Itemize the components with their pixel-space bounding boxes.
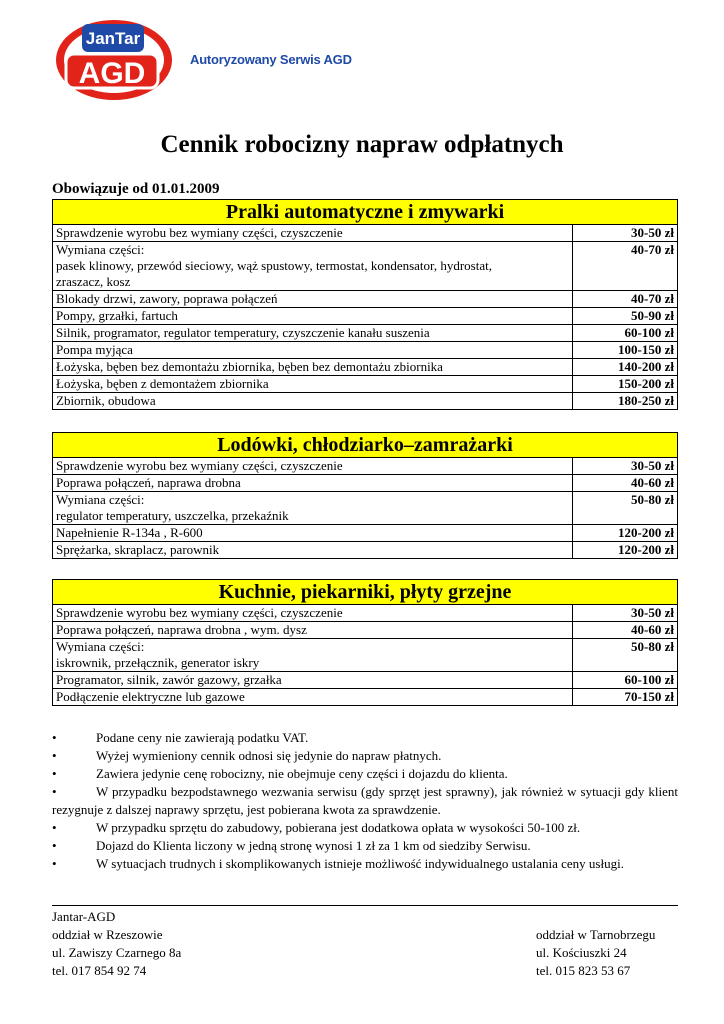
page-title: Cennik robocizny napraw odpłatnych: [160, 131, 564, 158]
table-row: [53, 291, 678, 308]
table-row: [53, 393, 678, 410]
service-desc: Sprężarka, skraplacz, parownik: [53, 542, 573, 559]
price-table-washers: [52, 199, 678, 410]
service-desc: Podłączenie elektryczne lub gazowe: [53, 689, 573, 706]
logo-top-text: JanTar: [85, 29, 141, 48]
service-price: 150-200 zł: [573, 376, 678, 393]
table-row: [53, 639, 678, 672]
service-desc: Zbiornik, obudowa: [53, 393, 573, 410]
service-desc: Poprawa połączeń, naprawa drobna: [53, 475, 573, 492]
list-item: • Dojazd do Klienta liczony w jedną stronę wynosi 1 zł za 1 km od siedziby Serwisu.: [52, 838, 531, 853]
table-row: [53, 325, 678, 342]
service-desc: Napełnienie R-134a , R-600: [53, 525, 573, 542]
footer-branch-rzeszow: [52, 908, 181, 980]
service-desc: Sprawdzenie wyrobu bez wymiany części, czyszczenie: [53, 458, 573, 475]
table-row: [53, 605, 678, 622]
service-price: 100-150 zł: [573, 342, 678, 359]
service-desc: Pompy, grzałki, fartuch: [53, 308, 573, 325]
service-desc: Sprawdzenie wyrobu bez wymiany części, czyszczenie: [53, 605, 573, 622]
branch-phone: tel. 015 823 53 67: [536, 963, 631, 978]
logo-main-text: AGD: [78, 57, 146, 90]
table-row: [53, 525, 678, 542]
service-price: 140-200 zł: [573, 359, 678, 376]
table-row: [53, 458, 678, 475]
table-row: [53, 308, 678, 325]
service-price: 50-90 zł: [573, 308, 678, 325]
branch-name: oddział w Tarnobrzegu: [536, 927, 656, 942]
table-row: [53, 492, 678, 525]
table-row: [53, 342, 678, 359]
list-item: • Wyżej wymieniony cennik odnosi się jedynie do napraw płatnych.: [52, 748, 442, 763]
notes-list: [52, 729, 678, 873]
service-price: 120-200 zł: [573, 525, 678, 542]
table-row: [53, 225, 678, 242]
service-desc: Wymiana części: pasek klinowy, przewód sieciowy, wąż spustowy, termostat, kondensator, hydrostat, zraszacz, kosz: [53, 242, 573, 291]
price-table-fridges: [52, 432, 678, 559]
company-name: Jantar-AGD: [52, 909, 116, 924]
service-desc: Wymiana części: regulator temperatury, uszczelka, przekaźnik: [53, 492, 573, 525]
section-title: Kuchnie, piekarniki, płyty grzejne: [53, 580, 678, 605]
valid-from-date: Obowiązuje od 01.01.2009: [52, 181, 220, 197]
service-price: 40-70 zł: [573, 242, 678, 291]
service-desc: Blokady drzwi, zawory, poprawa połączeń: [53, 291, 573, 308]
authorized-service-label: Autoryzowany Serwis AGD: [190, 52, 352, 67]
service-price: 30-50 zł: [573, 605, 678, 622]
branch-name: oddział w Rzeszowie: [52, 927, 163, 942]
service-price: 30-50 zł: [573, 458, 678, 475]
service-price: 40-60 zł: [573, 622, 678, 639]
service-desc: Silnik, programator, regulator temperatury, czyszczenie kanału suszenia: [53, 325, 573, 342]
footer-divider: [52, 905, 678, 906]
service-desc: Pompa myjąca: [53, 342, 573, 359]
service-desc: Wymiana części: iskrownik, przełącznik, generator iskry: [53, 639, 573, 672]
service-price: 50-80 zł: [573, 639, 678, 672]
table-row: [53, 542, 678, 559]
bullet: •: [52, 766, 57, 781]
branch-address: ul. Zawiszy Czarnego 8a: [52, 945, 182, 960]
list-item: • W sytuacjach trudnych i skomplikowanych istnieje możliwość indywidualnego ustalania ceny usługi.: [52, 856, 624, 871]
table-row: [53, 689, 678, 706]
table-row: [53, 376, 678, 393]
bullet: •: [52, 856, 57, 871]
service-price: 60-100 zł: [573, 325, 678, 342]
service-price: 40-60 zł: [573, 475, 678, 492]
service-desc: Programator, silnik, zawór gazowy, grzałka: [53, 672, 573, 689]
service-price: 180-250 zł: [573, 393, 678, 410]
service-desc: Łożyska, bęben bez demontażu zbiornika, bęben bez demontażu zbiornika: [53, 359, 573, 376]
table-row: [53, 242, 678, 291]
footer-branch-tarnobrzeg: [536, 926, 655, 980]
service-price: 60-100 zł: [573, 672, 678, 689]
bullet: •: [52, 820, 57, 835]
price-table-cookers: [52, 579, 678, 706]
bullet: •: [52, 748, 57, 763]
table-row: [53, 672, 678, 689]
jantar-agd-logo: [52, 14, 182, 104]
table-row: [53, 475, 678, 492]
bullet: •: [52, 838, 57, 853]
table-row: [53, 622, 678, 639]
bullet: •: [52, 730, 57, 745]
service-price: 40-70 zł: [573, 291, 678, 308]
service-desc: Poprawa połączeń, naprawa drobna , wym. dysz: [53, 622, 573, 639]
company-logo: [52, 14, 182, 104]
service-price: 30-50 zł: [573, 225, 678, 242]
branch-phone: tel. 017 854 92 74: [52, 963, 147, 978]
section-title: Pralki automatyczne i zmywarki: [53, 200, 678, 225]
branch-address: ul. Kościuszki 24: [536, 945, 627, 960]
service-price: 70-150 zł: [573, 689, 678, 706]
service-price: 50-80 zł: [573, 492, 678, 525]
bullet: •: [52, 784, 57, 799]
service-desc: Sprawdzenie wyrobu bez wymiany części, czyszczenie: [53, 225, 573, 242]
list-item: • Podane ceny nie zawierają podatku VAT.: [52, 730, 309, 745]
section-title: Lodówki, chłodziarko–zamrażarki: [53, 433, 678, 458]
service-price: 120-200 zł: [573, 542, 678, 559]
service-desc: Łożyska, bęben z demontażem zbiornika: [53, 376, 573, 393]
list-item: • W przypadku bezpodstawnego wezwania serwisu (gdy sprzęt jest sprawny), jak również w sytuacji gdy klient rezygnuje z dalszej naprawy sprzętu, jest pobierana kwota za sprawdzenie.: [52, 784, 678, 817]
table-row: [53, 359, 678, 376]
list-item: • Zawiera jedynie cenę robocizny, nie obejmuje ceny części i dojazdu do klienta.: [52, 766, 508, 781]
list-item: • W przypadku sprzętu do zabudowy, pobierana jest dodatkowa opłata w wysokości 50-100 zł.: [52, 820, 581, 835]
